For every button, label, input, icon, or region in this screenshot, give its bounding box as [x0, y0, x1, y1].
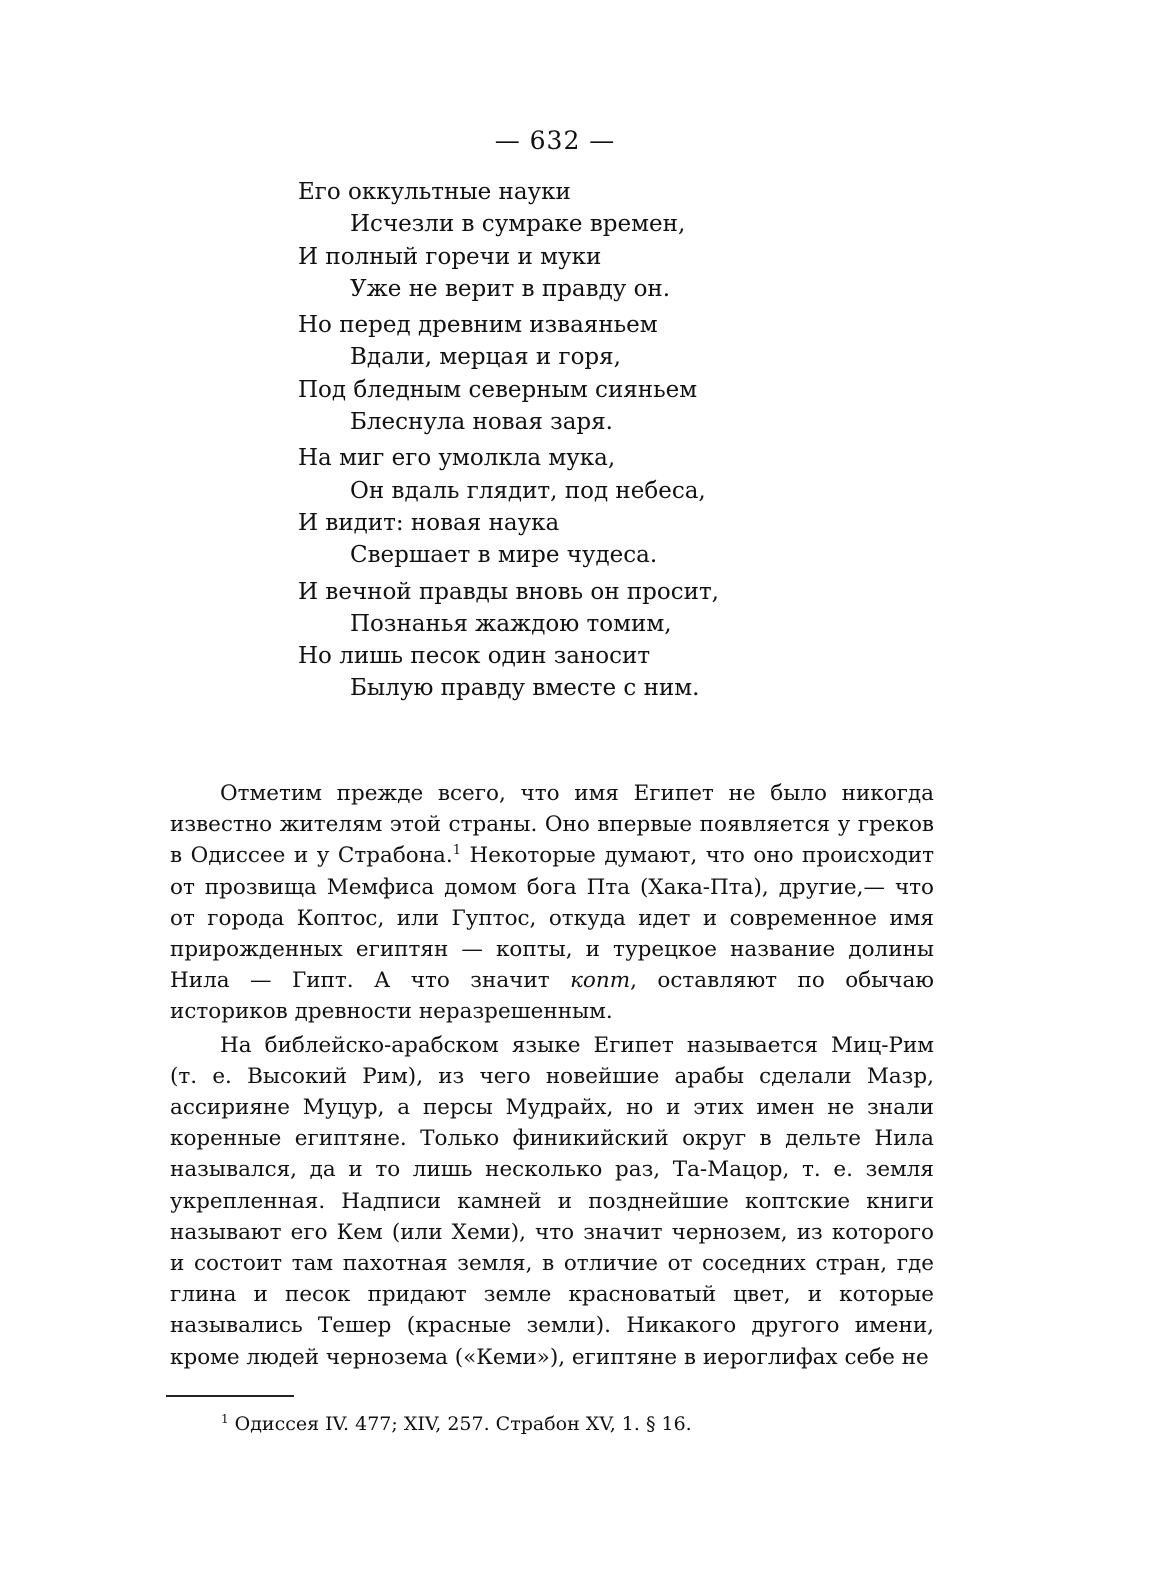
paragraph-2: На библейско-арабском языке Египет называется Миц-Рим (т. е. Высокий Рим), из чего новейшие арабы сделали Мазр, ассирияне Муцур, а персы Мудрайх, но и этих имен не знали коренные египтяне. Только финикийский округ в дельте Нила назывался, да и то лишь несколько раз, Та-Мацор, т. е. земля укрепленная. Надписи камней и позднейшие коптские книги называют его Кем (или Хеми), что значит чернозем, из которого и состоит там пахотная земля, в отличие от соседних стран, где глина и песок придают земле красноватый цвет, и которые назывались Тешер (красные земли). Никакого другого имени, кроме людей чернозема («Кеми»), египтяне в иероглифах себе не	[170, 1032, 934, 1370]
page-number: — 632 —	[494, 126, 616, 155]
poem-stanza-2	[298, 309, 918, 438]
poem-line: Свершает в мире чудеса.	[350, 542, 658, 569]
prose-body	[170, 778, 934, 1375]
poem-line: Блеснула новая заря.	[350, 409, 613, 436]
poem-line: Но лишь песок один заносит	[298, 643, 651, 670]
poem-line: Вдали, мерцая и горя,	[350, 344, 621, 371]
footnote-text: Одиссея IV. 477; XIV, 257. Страбон XV, 1. § 16.	[234, 1413, 692, 1435]
footnote-divider	[166, 1395, 294, 1397]
paragraph-1	[170, 778, 934, 1028]
poem-stanza-3	[298, 442, 918, 571]
poem	[298, 176, 918, 709]
poem-line: И полный горечи и муки	[298, 243, 602, 270]
poem-line: Былую правду вместе с ним.	[350, 675, 700, 702]
footnote	[221, 1410, 921, 1438]
paragraph-1-text-a: Отметим прежде всего, что имя Египет не было никогда известно жителям этой страны. Оно впервые появляется у греков в Одиссее и у Страбона.	[170, 781, 934, 869]
italic-term: копт	[570, 968, 631, 994]
poem-line: Уже не верит в правду он.	[350, 275, 671, 302]
poem-line: Исчезли в сумраке времен,	[350, 211, 686, 238]
poem-line: Его оккультные науки	[298, 179, 571, 205]
poem-line: И вечной правды вновь он просит,	[298, 578, 719, 605]
poem-line: Он вдаль глядит, под небеса,	[350, 477, 706, 504]
footnote-mark: 1	[221, 1411, 229, 1426]
footnote-reference[interactable]: 1	[452, 843, 461, 859]
poem-stanza-1	[298, 176, 918, 305]
poem-line: И видит: новая наука	[298, 509, 560, 536]
poem-line: Познанья жаждою томим,	[350, 610, 672, 637]
paragraph-1-text-c: , оставляют по обычаю историков древности неразрешенным.	[170, 968, 934, 1025]
poem-line: На миг его умолкла мука,	[298, 445, 616, 472]
paragraph-1-text-b: Некоторые думают, что оно происходит от прозвища Мемфиса домом бога Пта (Хака-Пта), другие,— что от города Коптос, или Гуптос, откуда идет и современное имя прирожденных египтян — копты, и турецкое название долины Нила — Гипт. А что значит	[170, 843, 934, 994]
poem-line: Под бледным северным сияньем	[298, 376, 698, 403]
poem-line: Но перед древним изваяньем	[298, 312, 658, 339]
poem-stanza-4	[298, 576, 918, 705]
